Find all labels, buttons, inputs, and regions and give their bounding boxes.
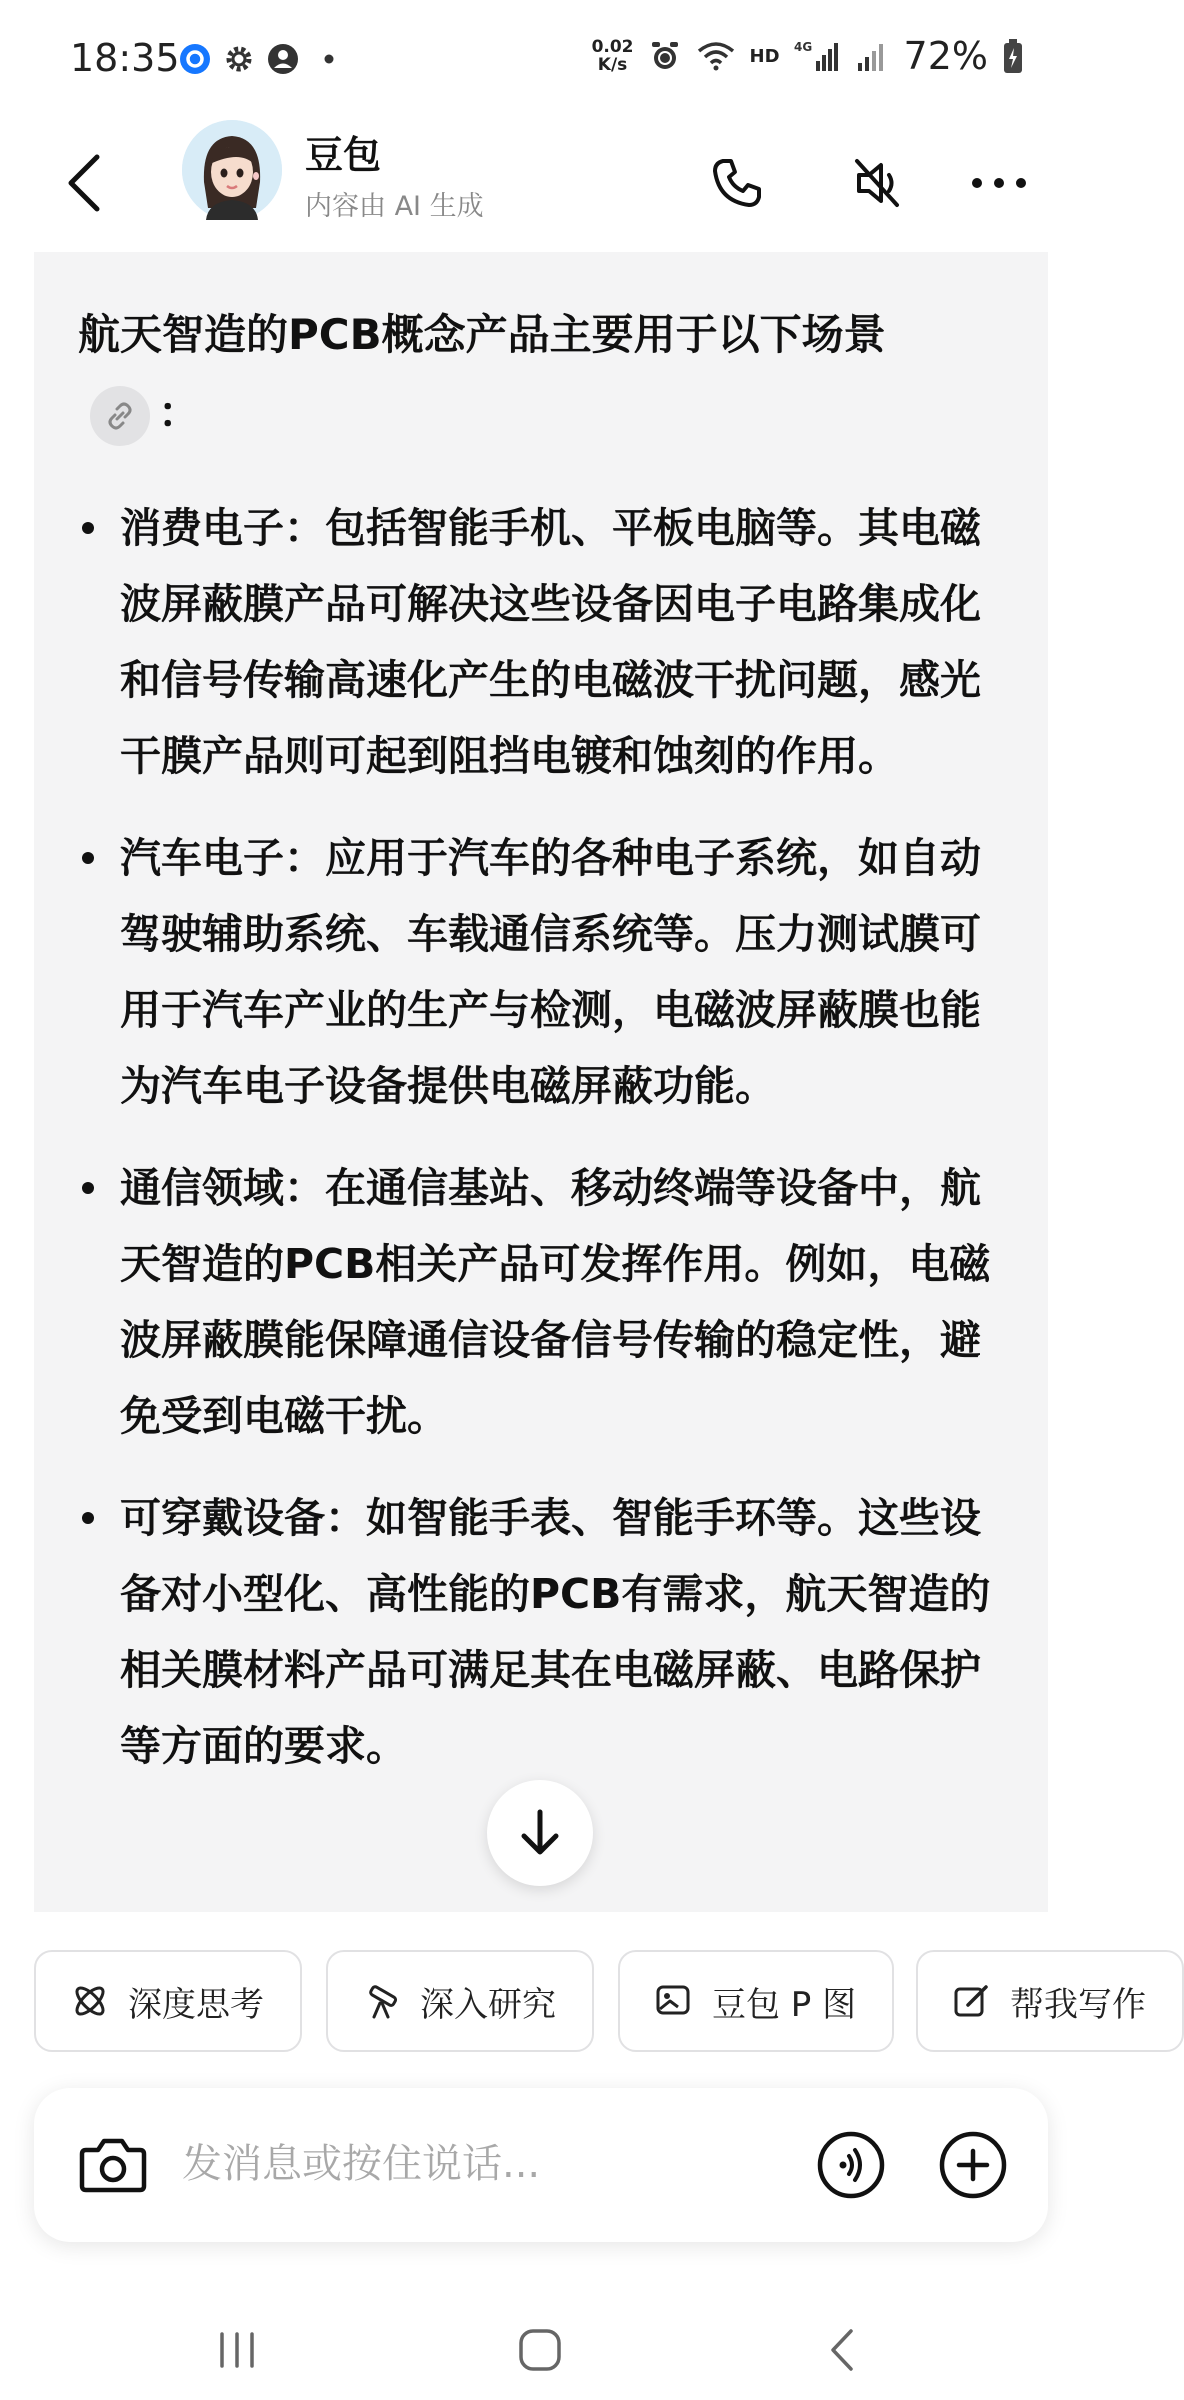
writing-help-chip[interactable]: 帮我写作 xyxy=(916,1950,1184,2052)
chevron-left-icon xyxy=(63,153,107,213)
status-bar xyxy=(0,0,1080,120)
more-horizontal-icon xyxy=(969,173,1029,193)
battery-charging-icon xyxy=(1002,38,1024,74)
scroll-to-bottom-button[interactable] xyxy=(487,1780,593,1886)
phone-icon xyxy=(709,155,765,211)
assistant-message xyxy=(34,252,1048,1912)
chat-title: 豆包 xyxy=(305,133,382,177)
voice-call-button[interactable] xyxy=(692,138,782,228)
ai-generated-notice: 内容由 AI 生成 xyxy=(305,191,484,222)
chat-header xyxy=(0,120,1080,250)
signal-4g-icon xyxy=(794,39,840,73)
app-notification-icon xyxy=(178,42,212,76)
system-navigation-bar xyxy=(0,2290,1080,2400)
source-link-button[interactable] xyxy=(90,386,150,446)
bullet-list xyxy=(78,490,1008,1784)
hd-label: HD xyxy=(749,45,780,67)
home-icon xyxy=(515,2325,565,2375)
message-intro: 航天智造的PCB概念产品主要用于以下场景 ： xyxy=(78,296,1008,452)
speaker-mute-button[interactable] xyxy=(832,138,922,228)
image-edit-icon xyxy=(654,1981,694,2021)
alarm-icon xyxy=(648,39,682,73)
list-item: 汽车电子：应用于汽车的各种电子系统，如自动驾驶辅助系统、车载通信系统等。压力测试膜可用于汽车产业的生产与检测，电磁波屏蔽膜也能为汽车电子设备提供电磁屏蔽功能。 xyxy=(78,820,1008,1124)
camera-button[interactable] xyxy=(72,2124,154,2206)
plus-circle-icon xyxy=(937,2129,1009,2201)
net-speed: 0.02 K/s xyxy=(591,37,634,75)
camera-icon xyxy=(78,2134,148,2196)
deep-research-chip[interactable]: 深入研究 xyxy=(326,1950,594,2052)
home-button[interactable] xyxy=(495,2310,585,2390)
link-icon xyxy=(103,399,137,433)
nav-back-button[interactable] xyxy=(798,2310,888,2390)
message-content xyxy=(78,296,1008,1810)
assistant-avatar-icon xyxy=(182,120,282,220)
doubao-photo-edit-chip[interactable]: 豆包 P 图 xyxy=(618,1950,894,2052)
account-icon xyxy=(266,42,300,76)
more-options-button[interactable] xyxy=(954,138,1044,228)
message-composer xyxy=(34,2088,1048,2242)
gear-icon xyxy=(222,42,256,76)
wifi-icon xyxy=(696,39,736,73)
list-item: 消费电子：包括智能手机、平板电脑等。其电磁波屏蔽膜产品可解决这些设备因电子电路集成化和信号传输高速化产生的电磁波干扰问题，感光干膜产品则可起到阻挡电镀和蚀刻的作用。 xyxy=(78,490,1008,794)
status-time: 18:35 xyxy=(70,36,180,80)
list-item: 通信领域：在通信基站、移动终端等设备中，航天智造的PCB相关产品可发挥作用。例如，电磁波屏蔽膜能保障通信设备信号传输的稳定性，避免受到电磁干扰。 xyxy=(78,1150,1008,1454)
signal-bars-icon xyxy=(854,39,890,73)
recent-apps-icon xyxy=(212,2328,262,2372)
more-notifications-dot-icon xyxy=(312,42,346,76)
svg-text:4G: 4G xyxy=(793,40,812,54)
back-button[interactable] xyxy=(40,138,130,228)
atom-icon xyxy=(70,1981,110,2021)
chevron-left-icon xyxy=(823,2325,863,2375)
recent-apps-button[interactable] xyxy=(192,2310,282,2390)
add-attachment-button[interactable] xyxy=(932,2124,1014,2206)
voice-input-button[interactable] xyxy=(810,2124,892,2206)
battery-percent: 72% xyxy=(903,34,988,78)
avatar[interactable] xyxy=(182,120,282,220)
telescope-icon xyxy=(362,1981,402,2021)
quick-action-chips xyxy=(34,1950,1146,2052)
pencil-square-icon xyxy=(952,1981,992,2021)
voice-wave-icon xyxy=(815,2129,887,2201)
speaker-muted-icon xyxy=(849,155,905,211)
deep-thinking-chip[interactable]: 深度思考 xyxy=(34,1950,302,2052)
message-input[interactable] xyxy=(182,2132,682,2196)
list-item: 可穿戴设备：如智能手表、智能手环等。这些设备对小型化、高性能的PCB有需求，航天智造的相关膜材料产品可满足其在电磁屏蔽、电路保护等方面的要求。 xyxy=(78,1480,1008,1784)
arrow-down-icon xyxy=(516,1806,564,1860)
status-indicators xyxy=(592,34,1024,78)
